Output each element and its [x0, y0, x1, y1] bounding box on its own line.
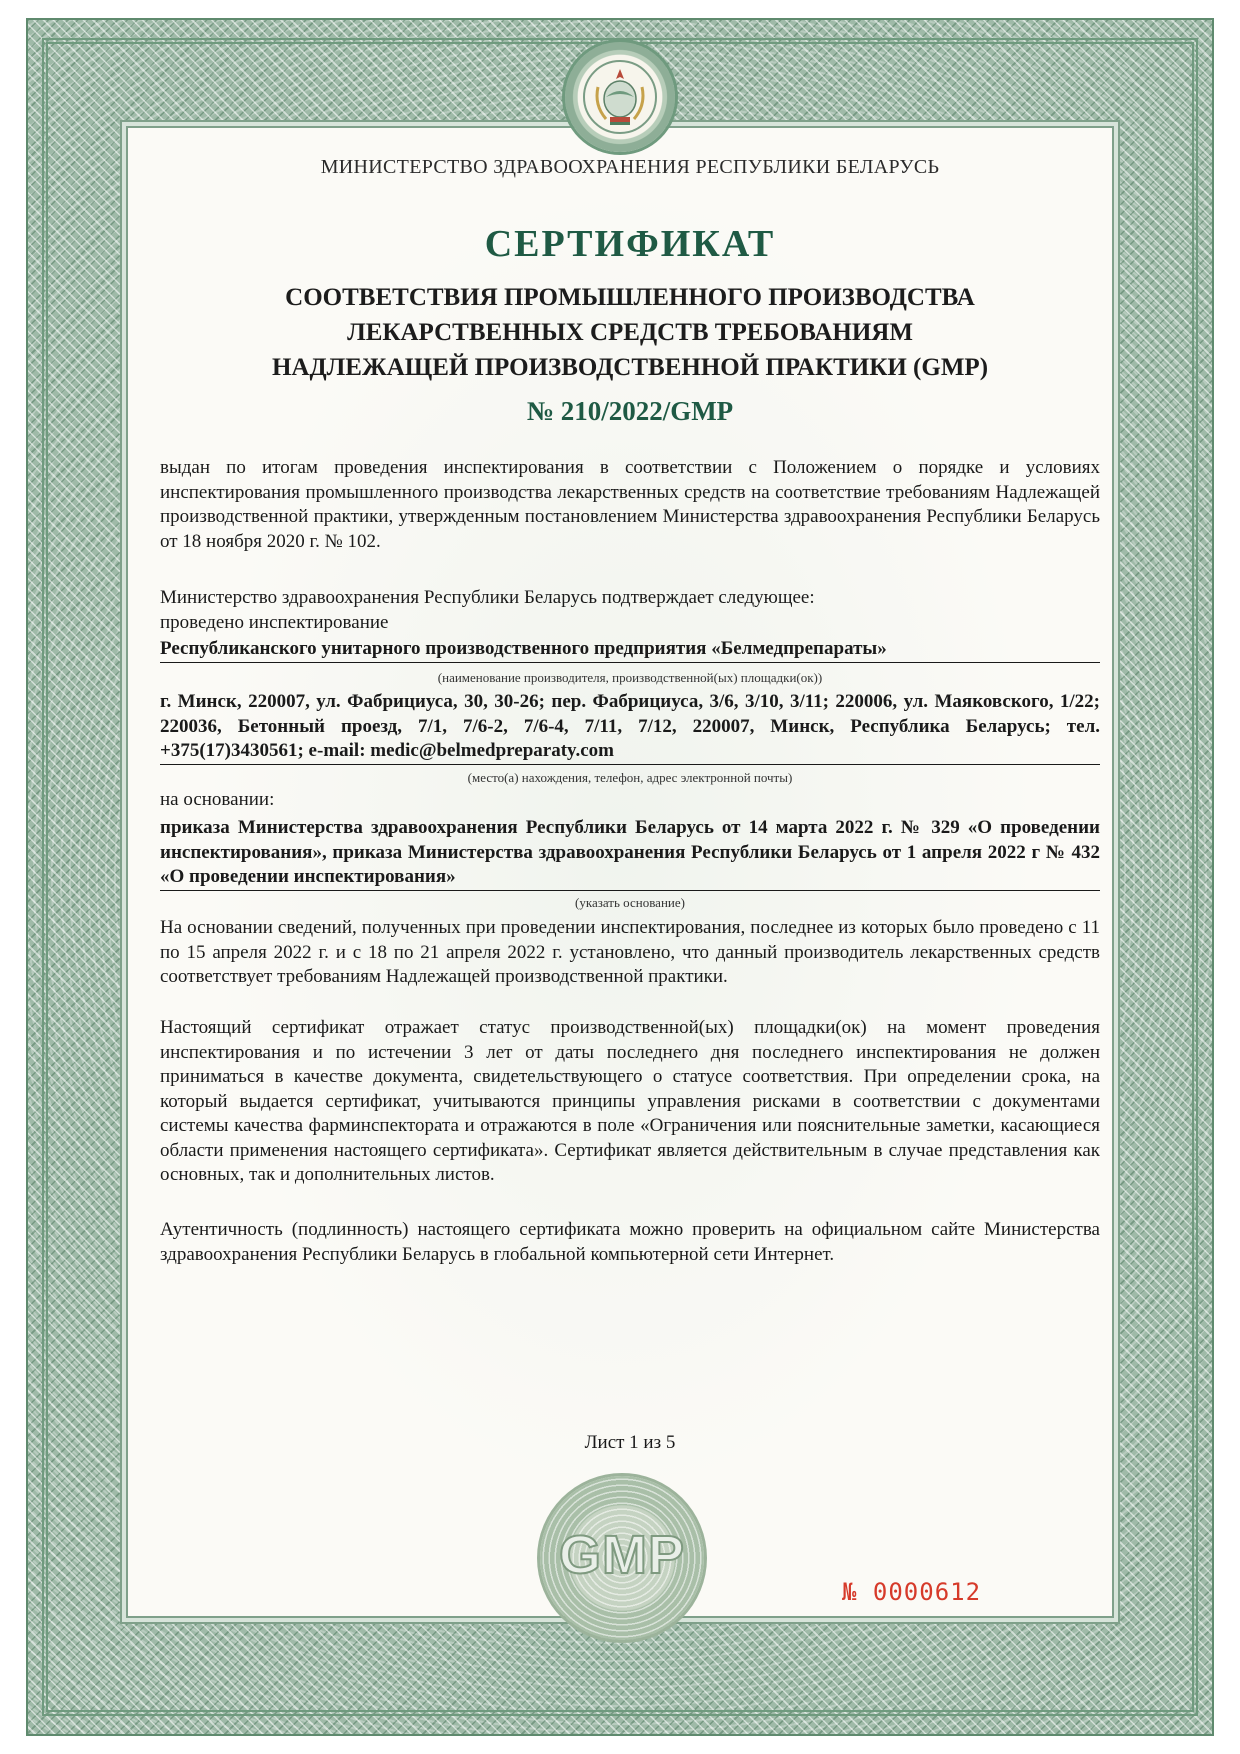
- certificate-title: СЕРТИФИКАТ: [484, 223, 776, 265]
- sheet-counter: Лист 1 из 5: [584, 1432, 676, 1453]
- gmp-seal-text: GMP: [558, 1525, 685, 1585]
- status-paragraph: Настоящий сертификат отражает статус производственной(ых) площадки(ок) на момент проведения инспектирования и по истечении 3 лет от даты последнего дня последнего инспектирования не должен приниматься в качестве документа, свидетельствующего о статусе соответствия. При определении срока, на который выдается сертификат, учитываются принципы управления рисками в соответствии с документами системы качества фарминспектората и отражаются в поле «Ограничения или пояснительные заметки, касающиеся области применения настоящего сертификата». Сертификат является действительным в случае представления как основных, так и дополнительных листов.: [160, 1017, 1100, 1185]
- address-caption: (место(а) нахождения, телефон, адрес электронной почты): [467, 770, 793, 785]
- manufacturer-name: Республиканского унитарного производственного предприятия «Белмедпрепараты»: [160, 637, 1100, 663]
- subtitle-line: НАДЛЕЖАЩЕЙ ПРОИЗВОДСТВЕННОЙ ПРАКТИКИ (GMP): [271, 354, 989, 381]
- certificate-subtitle: [160, 280, 1100, 385]
- intro-paragraph: выдан по итогам проведения инспектирования в соответствии с Положением о порядке и условиях инспектирования промышленного производства лекарственных средств на соответствие требованиям Надлежащей производственной практики, утвержденным постановлением Министерства здравоохранения Республики Беларусь от 18 ноября 2020 г. № 102.: [160, 457, 1100, 552]
- subtitle-line: ЛЕКАРСТВЕННЫХ СРЕДСТВ ТРЕБОВАНИЯМ: [347, 319, 913, 346]
- manufacturer-address: г. Минск, 220007, ул. Фабрициуса, 30, 30-26; пер. Фабрициуса, 3/6, 3/10, 3/11; 220006, ул. Маяковского, 1/22; 220036, Бетонный проезд, 7/1, 7/6-2, 7/6-4, 7/11, 7/12, 220007, Минск, Республика Беларусь; тел. +375(17)3430561; e-mail: medic@belmedpreparaty.com: [160, 690, 1100, 765]
- findings-paragraph: На основании сведений, полученных при проведении инспектирования, последнее из которых было проведено с 11 по 15 апреля 2022 г. и с 18 по 21 апреля 2022 г. установлено, что данный производитель лекарственных средств соответствует требованиям Надлежащей производственной практики.: [160, 917, 1100, 987]
- basis-caption: (указать основание): [575, 895, 685, 910]
- confirm-line: Министерство здравоохранения Республики Беларусь подтверждает следующее:: [160, 587, 815, 608]
- subtitle-line: СООТВЕТСТВИЯ ПРОМЫШЛЕННОГО ПРОИЗВОДСТВА: [285, 284, 975, 311]
- inspection-line: проведено инспектирование: [160, 612, 389, 633]
- certificate-number: № 210/2022/GMP: [526, 396, 734, 426]
- serial-number: № 0000612: [842, 1578, 982, 1606]
- ministry-name: МИНИСТЕРСТВО ЗДРАВООХРАНЕНИЯ РЕСПУБЛИКИ БЕЛАРУСЬ: [320, 156, 940, 178]
- basis-label: на основании:: [160, 789, 275, 810]
- basis-text: приказа Министерства здравоохранения Республики Беларусь от 14 марта 2022 г. № 329 «О проведении инспектирования», приказа Министерства здравоохранения Республики Беларусь от 1 апреля 2022 г № 432 «О проведении инспектирования»: [160, 816, 1100, 891]
- authenticity-paragraph: Аутентичность (подлинность) настоящего сертификата можно проверить на официальном сайте Министерства здравоохранения Республики Беларусь в глобальной компьютерной сети Интернет.: [160, 1219, 1100, 1265]
- gmp-seal: [540, 1476, 704, 1640]
- state-emblem-icon: [565, 42, 675, 152]
- manufacturer-caption: (наименование производителя, производственной(ых) площадки(ок)): [437, 670, 823, 685]
